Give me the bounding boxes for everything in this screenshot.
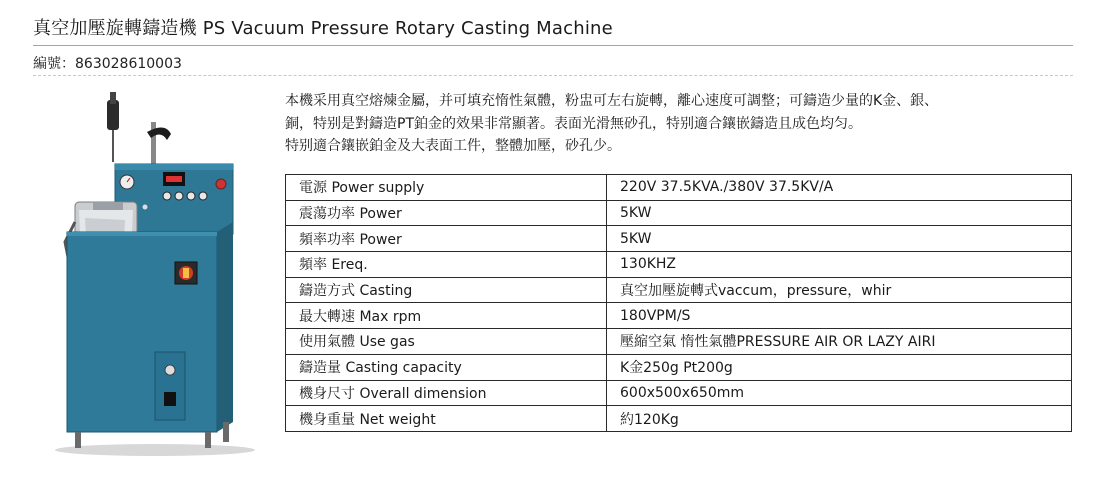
product-code-value: 863028610003 — [75, 56, 182, 72]
spec-row — [286, 175, 1072, 201]
spec-value: 真空加壓旋轉式vaccum，pressure，whir — [607, 277, 1072, 303]
spec-value: 5KW — [607, 200, 1072, 226]
spec-label: 震蕩功率 Power — [286, 200, 607, 226]
page-title: 真空加壓旋轉鑄造機 PS Vacuum Pressure Rotary Casting Machine — [33, 18, 613, 39]
spec-label: 機身尺寸 Overall dimension — [286, 380, 607, 406]
description-line: 特别適合鑲嵌鉑金及大表面工件，整體加壓，砂孔少。 — [285, 138, 621, 154]
spec-value: 約120Kg — [607, 406, 1072, 432]
spec-value: 5KW — [607, 226, 1072, 252]
spec-row — [286, 303, 1072, 329]
spec-row — [286, 200, 1072, 226]
spec-label: 機身重量 Net weight — [286, 406, 607, 432]
spec-label: 鑄造量 Casting capacity — [286, 354, 607, 380]
product-code — [33, 53, 182, 73]
title-divider — [33, 45, 1073, 46]
spec-value: 130KHZ — [607, 252, 1072, 278]
spec-row — [286, 277, 1072, 303]
code-divider — [33, 75, 1073, 76]
spec-row — [286, 354, 1072, 380]
spec-value: 180VPM/S — [607, 303, 1072, 329]
spec-label: 電源 Power supply — [286, 175, 607, 201]
spec-table — [285, 174, 1072, 432]
product-description — [285, 90, 1085, 158]
spec-label: 頻率功率 Power — [286, 226, 607, 252]
spec-label: 鑄造方式 Casting — [286, 277, 607, 303]
spec-row — [286, 252, 1072, 278]
spec-value: 600x500x650mm — [607, 380, 1072, 406]
spec-value: 220V 37.5KVA./380V 37.5KV/A — [607, 175, 1072, 201]
spec-label: 使用氣體 Use gas — [286, 329, 607, 355]
product-code-label: 編號： — [33, 56, 75, 72]
spec-label: 頻率 Ereq. — [286, 252, 607, 278]
spec-label: 最大轉速 Max rpm — [286, 303, 607, 329]
spec-value: 壓縮空氣 惰性氣體PRESSURE AIR OR LAZY AIRI — [607, 329, 1072, 355]
description-line: 本機采用真空熔煉金屬，并可填充惰性氣體，粉盅可左右旋轉，離心速度可調整；可鑄造少量的K金、銀、 — [285, 93, 939, 109]
description-line: 銅，特别是對鑄造PT鉑金的效果非常顯著。表面光滑無砂孔，特别適合鑲嵌鑄造且成色均匀。 — [285, 115, 862, 132]
spec-row — [286, 406, 1072, 432]
spec-row — [286, 226, 1072, 252]
spec-row — [286, 329, 1072, 355]
machine-image — [55, 92, 265, 462]
spec-row — [286, 380, 1072, 406]
spec-value: K金250g Pt200g — [607, 354, 1072, 380]
